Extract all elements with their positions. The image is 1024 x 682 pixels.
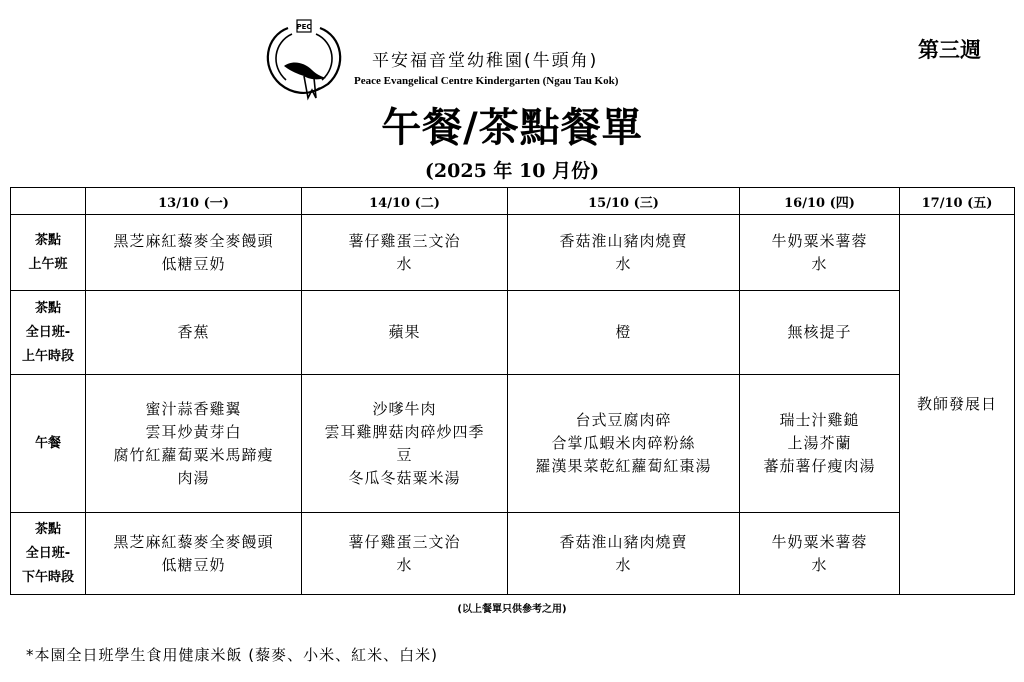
column-header-tue: 14/10 (二) — [302, 188, 508, 215]
table-row — [11, 291, 1015, 375]
menu-cell: 香蕉 — [86, 291, 302, 375]
row-label: 午餐 — [11, 375, 86, 513]
column-header-blank — [11, 188, 86, 215]
menu-cell: 蘋果 — [302, 291, 508, 375]
footer-note: *本園全日班學生食用健康米飯 (藜麥、小米、紅米、白米) — [26, 646, 438, 664]
column-header-mon: 13/10 (一) — [86, 188, 302, 215]
svg-text:PEC: PEC — [296, 23, 312, 31]
page-subtitle: (2025 年 10 月份) — [424, 160, 600, 182]
friday-merged-cell: 教師發展日 — [900, 215, 1015, 595]
school-name-english: Peace Evangelical Centre Kindergarten (Ngau Tau Kok) — [354, 75, 619, 87]
menu-cell: 牛奶粟米薯蓉 水 — [740, 215, 900, 291]
header-row — [11, 188, 1015, 215]
school-logo — [258, 18, 350, 102]
menu-cell: 橙 — [508, 291, 740, 375]
table-row — [11, 215, 1015, 291]
row-label: 茶點 全日班- 上午時段 — [11, 291, 86, 375]
menu-cell: 香菇淮山豬肉燒賣 水 — [508, 513, 740, 595]
page-title: 午餐/茶點餐單 — [381, 105, 643, 151]
menu-cell: 瑞士汁雞鎚 上湯芥蘭 蕃茄薯仔瘦肉湯 — [740, 375, 900, 513]
menu-cell: 黑芝麻紅藜麥全麥饅頭 低糖豆奶 — [86, 513, 302, 595]
table-row — [11, 513, 1015, 595]
week-label: 第三週 — [918, 38, 981, 62]
school-name-chinese: 平安福音堂幼稚園(牛頭角) — [372, 51, 599, 71]
menu-cell: 沙嗲牛肉 雲耳雞脾菇肉碎炒四季 豆 冬瓜冬菇粟米湯 — [302, 375, 508, 513]
column-header-fri: 17/10 (五) — [900, 188, 1015, 215]
menu-cell: 香菇淮山豬肉燒賣 水 — [508, 215, 740, 291]
menu-cell: 薯仔雞蛋三文治 水 — [302, 215, 508, 291]
row-label: 茶點 上午班 — [11, 215, 86, 291]
row-label: 茶點 全日班- 下午時段 — [11, 513, 86, 595]
table-row — [11, 375, 1015, 513]
menu-cell: 薯仔雞蛋三文治 水 — [302, 513, 508, 595]
menu-cell: 無核提子 — [740, 291, 900, 375]
menu-cell: 蜜汁蒜香雞翼 雲耳炒黃芽白 腐竹紅蘿蔔粟米馬蹄瘦 肉湯 — [86, 375, 302, 513]
column-header-wed: 15/10 (三) — [508, 188, 740, 215]
menu-table — [10, 187, 1015, 595]
column-header-thu: 16/10 (四) — [740, 188, 900, 215]
menu-cell: 牛奶粟米薯蓉 水 — [740, 513, 900, 595]
menu-cell: 黑芝麻紅藜麥全麥饅頭 低糖豆奶 — [86, 215, 302, 291]
menu-cell: 台式豆腐肉碎 合掌瓜蝦米肉碎粉絲 羅漢果菜乾紅蘿蔔紅棗湯 — [508, 375, 740, 513]
reference-note: (以上餐單只供參考之用) — [457, 604, 567, 615]
